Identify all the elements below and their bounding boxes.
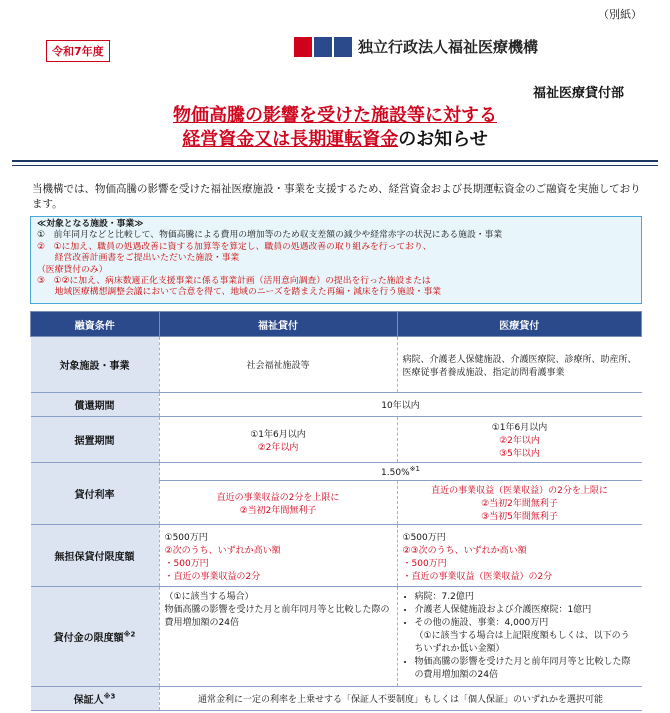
organization-name: 独立行政法人福祉医療機構 [358, 38, 539, 56]
target-item-2-cont: 経営改善計画書をご提出いただいた施設・事業 [37, 253, 240, 264]
table-row [31, 417, 642, 463]
cell: ①500万円 ②次のうち、いずれか高い額 ・500万円 ・直近の事業収益の2分 [159, 525, 397, 587]
row-label: 据置期間 [31, 417, 160, 463]
target-item-3: ③ ①②に加え、病床数適正化支援事業に係る事業計画（活用意向調査）の提出を行った施設または [37, 276, 431, 287]
row-label: 貸付金の限度額$^{※2}$ [31, 587, 160, 687]
table-row [31, 525, 642, 587]
header-welfare: 福祉貸付 [159, 312, 397, 337]
row-label: 無担保貸付限度額 [31, 525, 160, 587]
cell: ①500万円 ②③次のうち、いずれか高い額 ・500万円 ・直近の事業収益（医業収益）の2分 [397, 525, 642, 587]
target-item-2: ② ①に加え、職員の処遇改善に資する加算等を算定し、職員の処遇改善の取り組みを行っており、 [37, 241, 432, 252]
cell: • 病院：7.2億円 • 介護老人保健施設および介護医療院：1億円 • その他の施設、事業：4,000万円 （①に該当する場合は上記限度額もしくは、以下のうちいずれか低い金額） • 物価高騰の影響を受けた月と前年同月等と比較した際の費用増加額の24倍 [397, 587, 642, 687]
cell: 社会福祉施設等 [159, 337, 397, 393]
cell: 1.50%$^{※1}$ [159, 463, 642, 481]
header-conditions: 融資条件 [31, 312, 160, 337]
row-label: 償還期間 [31, 393, 160, 417]
list-item: • その他の施設、事業：4,000万円 [415, 615, 637, 628]
table-row [31, 587, 642, 687]
table-row [31, 337, 642, 393]
target-item-1: ① 前年同月などと比較して、物価高騰による費用の増加等のため収支差額の減少や経常赤字の状況にある施設・事業 [37, 230, 503, 241]
year-badge: 令和7年度 [46, 40, 110, 62]
list-item: • 病院：7.2億円 [415, 589, 637, 602]
row-label: 貸付利率 [31, 463, 160, 525]
header-medical: 医療貸付 [397, 312, 642, 337]
table-row [31, 463, 642, 481]
cell: 直近の事業収益（医業収益）の2分を上限に ②当初2年間無利子 ③当初5年間無利子 [397, 481, 642, 525]
targets-heading: ≪対象となる施設・事業≫ [37, 219, 144, 229]
title-line-2: 経営資金又は長期運転資金のお知らせ [182, 129, 488, 150]
cell: 10年以内 [159, 393, 642, 417]
row-label: 保証人$^{※3}$ [31, 687, 160, 711]
divider [12, 160, 658, 162]
cell: （①に該当する場合） 物価高騰の影響を受けた月と前年同月等と比較した際の費用増加額の24倍 [159, 587, 397, 687]
wam-logo [294, 36, 538, 57]
target-facilities-box [30, 216, 642, 304]
department-name: 福祉医療貸付部 [532, 86, 624, 101]
loan-conditions-table [30, 311, 642, 711]
target-item-3-cont: 地域医療構想調整会議において合意を得て、地域のニーズを踏まえた再編・減床を行う施設・事業 [37, 287, 442, 298]
wam-logo-icon [294, 37, 352, 57]
cell: ①1年6月以内 ②2年以内 ③5年以内 [397, 417, 642, 463]
medical-only-note: （医療貸付のみ） [37, 264, 108, 275]
table-row [31, 393, 642, 417]
title-line-1: 物価高騰の影響を受けた施設等に対する [173, 105, 497, 126]
cell: ①1年6月以内 ②2年以内 [159, 417, 397, 463]
list-item: • 物価高騰の影響を受けた月と前年同月等と比較した際の費用増加額の24倍 [415, 654, 637, 680]
cell: 直近の事業収益の2分を上限に ②当初2年間無利子 [159, 481, 397, 525]
table-row [31, 687, 642, 711]
annex-label: （別紙） [598, 8, 642, 21]
cell: 通常金利に一定の利率を上乗せする「保証人不要制度」もしくは「個人保証」のいずれかを選択可能 [159, 687, 642, 711]
divider [12, 165, 658, 166]
row-label: 対象施設・事業 [31, 337, 160, 393]
table-header-row [31, 312, 642, 337]
cell: 病院、介護老人保健施設、介護医療院、診療所、助産所、医療従事者養成施設、指定訪問看護事業 [397, 337, 642, 393]
intro-text: 当機構では、物価高騰の影響を受けた福祉医療施設・事業を支援するため、経営資金および長期運転資金のご融資を実施しております。 [32, 183, 641, 210]
list-item: • 介護老人保健施設および介護医療院：1億円 [415, 602, 637, 615]
